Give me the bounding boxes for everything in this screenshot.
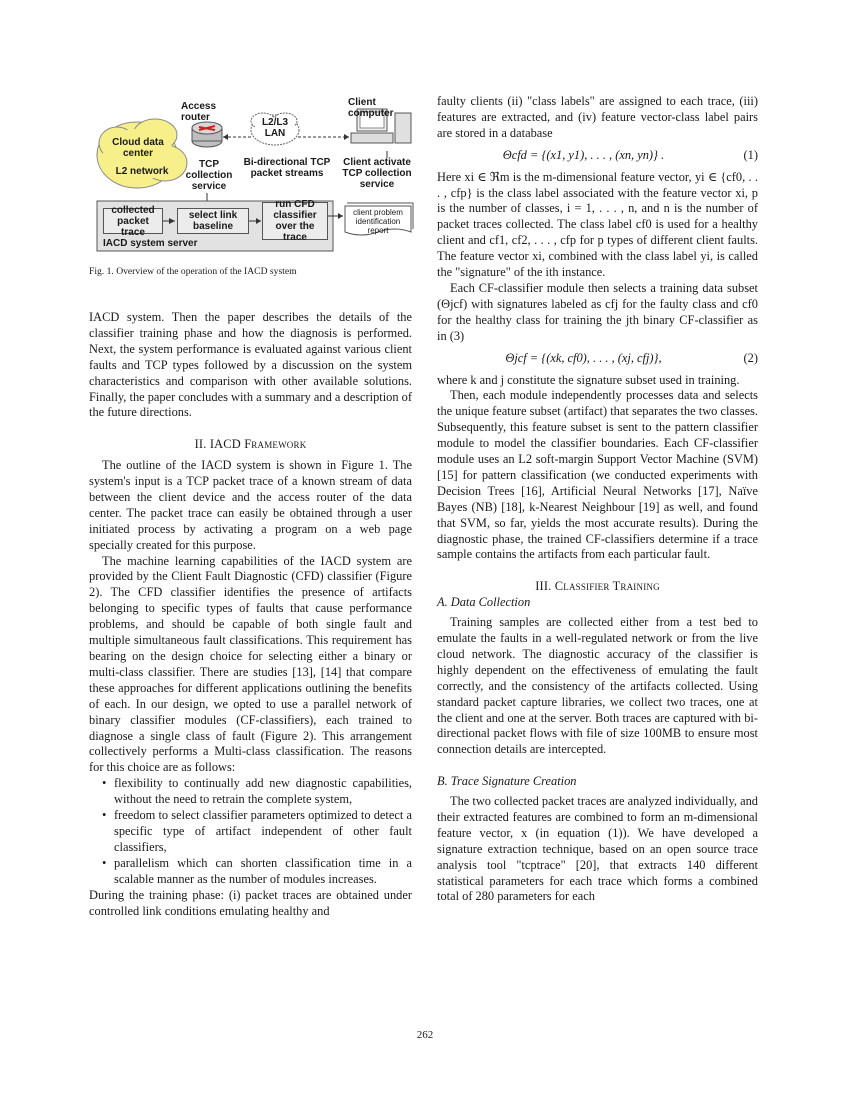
client-activate-label: Client activate TCP collection service [342,157,412,190]
server-label: IACD system server [103,238,198,249]
right-paragraph-6: Training samples are collected either from a test bed to emulate the faults in a well-regulated network or from the live cloud network. The diagnostic accuracy of the classifier is highly dependent on the effectiveness of emulating the fault correctly, and the consistency of the artifacts collected. Using standard packet capture libraries, we collect two traces, one at the client and one at the server. Both traces are captured with bi-directional packet flows with file of size 100MB to ensure most connection details are intercepted. [437,615,758,757]
run-cfd-box [262,199,328,243]
collected-trace-box [103,204,163,238]
subsection-heading-b: B. Trace Signature Creation [437,774,577,789]
l2-network-label: L2 network [115,166,169,177]
left-paragraph-4: During the training phase: (i) packet traces are obtained under controlled link conditions emulating healthy and [89,887,412,918]
figure-caption: Fig. 1. Overview of the operation of the IACD system [89,266,297,277]
left-paragraph-1: IACD system. Then the paper describes the details of the classifier training phase and how the diagnosis is performed. Next, the system performance is evaluated against various client faults and TCP types followed by a discussion on the system characteristics and comparison with other available solutions. Finally, the paper concludes with a summary and a description of the future directions. [89,310,412,420]
left-paragraph-3: The machine learning capabilities of the IACD system are provided by the Client Fault Diagnostic (CFD) classifier (Figure 2). The CFD classifier identifies the presence of artifacts belonging to specific types of faults that cause performance problems, and should be capable of both single fault and multiple simultaneous fault classifications. This requirement has bearing on the design choice for selecting either a binary or multi-class classifier. There are studies [13], [14] that compare these approaches for different applications outlining the benefits of each. In our design, we opted to use a parallel network of binary classifier modules (CF-classifiers), each trained to diagnose a single class of fault (Figure 2). This arrangement collectively performs a Multi-class classification. The reasons for this choice are as follows: [89,553,412,775]
equation-2-body: Θjcf = {(xk, cf0), . . . , (xj, cfj)}, [505,350,662,365]
run-cfd-label: run CFD classifier over the trace [273,199,317,243]
figure-iacd-overview [95,93,417,253]
cloud-label: Cloud data center [112,137,164,159]
page-number: 262 [416,1029,434,1041]
list-item: • parallelism which can shorten classification time in a scalable manner as the number of modules increases. [102,856,412,888]
report-label: client problem identification report [353,208,403,235]
equation-1 [437,148,758,164]
bidirectional-label: Bi-directional TCP packet streams [243,157,331,179]
equation-1-number: (1) [743,147,758,162]
select-baseline-box [177,208,249,234]
right-paragraph-3: Each CF-classifier module then selects a training data subset (Θjcf) with signatures labeled as cfj for the faulty class and cf0 for the healthy class for training the jth binary CF-classifier as in (3) [437,280,758,343]
access-router-label: Access router [181,101,217,123]
section-heading-2: II. IACD Framework [194,437,307,452]
list-item: • freedom to select classifier parameters optimized to detect a specific type of artifact independent of other fault classifiers, [102,808,412,856]
client-computer-label: Client computer [348,97,394,119]
equation-2-number: (2) [743,350,758,365]
select-baseline-label: select link baseline [188,210,238,232]
reasons-list [89,776,412,887]
tcp-collection-label: TCP collection service [185,159,233,192]
right-column [437,94,758,905]
right-paragraph-7: The two collected packet traces are analyzed individually, and their extracted features are combined to form an m-dimensional feature vector, x (in equation (1)). We have developed a signature extraction technique, based on an open source trace analysis tool "tcptrace" [20], that extracts 140 different statistical parameters for each trace which forms a combined total of 280 parameters for each [437,794,758,904]
lan-label: L2/L3 LAN [261,117,289,139]
equation-2 [437,351,758,367]
left-column [89,310,412,919]
right-paragraph-5: Then, each module independently processes data and selects the unique feature subset (artifact) that separates the two classes. Subsequently, this feature subset is sent to the pattern classifier module to model the classifier boundaries. Each CF-classifier module uses an L2 soft-margin Support Vector Machine (SVM) [15] for pattern classification (we conducted experiments with Decision Trees [16], Artificial Neural Networks [17], Naïve Bayes (NB) [18], k-Nearest Neighbour [19] as well, and found that SVM, so far, yields the most accurate results). During the diagnostic phase, the trained CF-classifiers determine if a trace sample contains the artifacts from each particular fault. [437,388,758,562]
router-icon [192,122,222,147]
list-item: • flexibility to continually add new diagnostic capabilities, without the need to retrain the complete system, [102,776,412,808]
section-heading-3: III. Classifier Training [535,579,660,594]
subsection-heading-a: A. Data Collection [437,595,531,610]
right-paragraph-2: Here xi ∈ ℜm is the m-dimensional feature vector, yi ∈ {cf0, . . . , cfp} is the class label associated with the feature vector xi, p is the number of classes, i = 1, . . . , n, and n is the number of packet traces collected. The class label cf0 is used for a healthy client and cf1, cf2, . . . , cfp for p types of different client faults. The feature vector xi, combined with the class label yi, is called the "signature" of the ith instance. [437,169,758,280]
right-paragraph-1: faulty clients (ii) "class labels" are assigned to each trace, (iii) features are extracted, and (iv) feature vector-class label pairs are stored in a database [437,94,758,140]
equation-1-body: Θcfd = {(x1, y1), . . . , (xn, yn)} . [502,147,665,162]
left-paragraph-2: The outline of the IACD system is shown in Figure 1. The system's input is a TCP packet trace of a known stream of data between the client device and the access router of the data center. The packet trace can easily be obtained through a user initiated process by activating a program on a web page specially created for this purpose. [89,458,412,552]
collected-trace-label: collected packet trace [111,204,155,238]
right-paragraph-4: where k and j constitute the signature subset used in training. [437,372,740,387]
